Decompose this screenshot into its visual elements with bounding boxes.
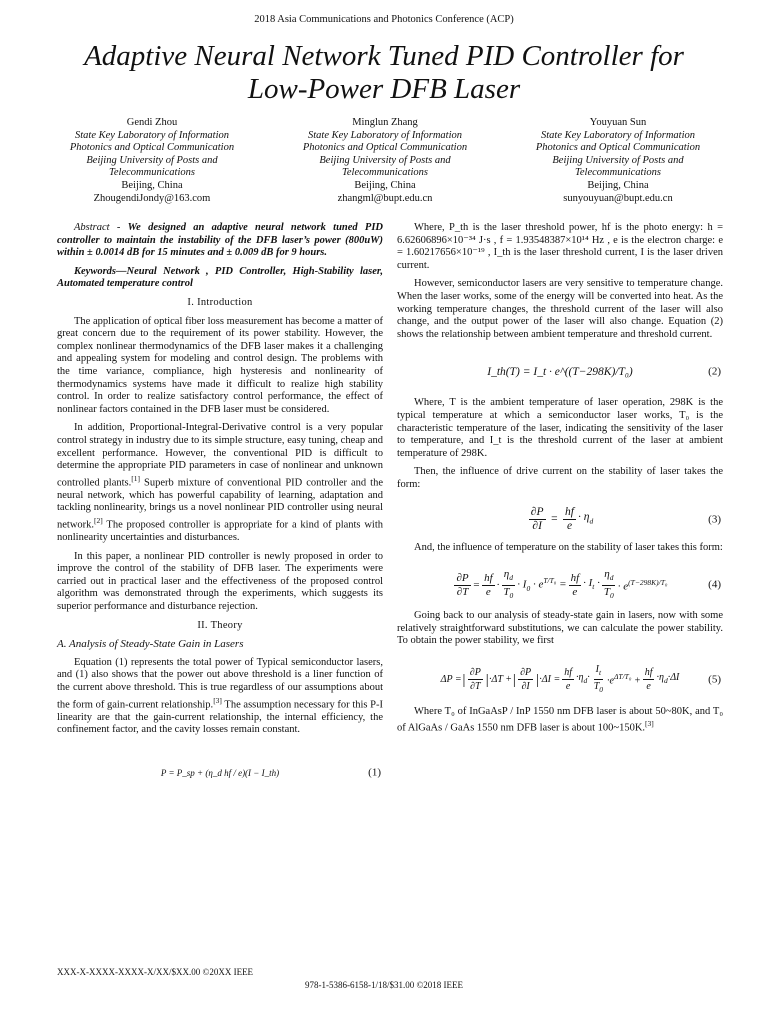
equation-1-body: P = P_sp + (η_d hf / e)(I − I_th): [160, 767, 280, 778]
paragraph: The application of optical fiber loss measurement has become a matter of great concern due to the requirement of its power stability. However, the complex nonlinear thermodynamics of the DFB laser makes it a challenging and appealing system for modeling and control design. The problems with the time variance, compliance, high hysteresis and nonlinearity of thermodynamics systems have made it difficult to realize high stability control. In order to realize satisfactory control performance, the effect of nonlinear factors contained in the DFB laser must be considered.: [57, 315, 383, 415]
title-line-1: Adaptive Neural Network Tuned PID Controller for: [84, 40, 684, 72]
author-affiliation: Photonics and Optical Communication: [69, 142, 235, 154]
section-heading-theory: II. Theory: [197, 619, 243, 631]
author-name: Gendi Zhou: [126, 117, 178, 128]
author-affiliation: Beijing University of Posts and: [552, 154, 684, 166]
paragraph: [57, 422, 383, 544]
author-email: zhangml@bupt.edu.cn: [337, 192, 433, 204]
equation-number: (4): [708, 578, 721, 591]
citation: [2]: [94, 515, 103, 525]
author-affiliation: State Key Laboratory of Information: [541, 129, 695, 141]
title-line-2: Low-Power DFB Laser: [247, 73, 521, 105]
author-name: Minglun Zhang: [352, 117, 418, 128]
fraction: $\frac{hf}{e}$: [484, 571, 493, 598]
paragraph-text: Where T₀ of InGaAsP / InP 1550 nm DFB laser is about 50~80K, and T₀ of AlGaAs / GaAs 1550 nm DFB laser is about 100~150K.: [397, 705, 723, 734]
author-affiliation: Photonics and Optical Communication: [302, 142, 468, 154]
author-affiliation: Telecommunications: [575, 167, 661, 179]
equation-2: [397, 347, 723, 397]
keywords-lead: Keywords: [74, 265, 116, 277]
paragraph: Where, P_th is the laser threshold power, hf is the photo energy: h = 6.62606896×10⁻³⁴ J·s , f = 1.93548387×10¹⁴ Hz , e is the electron charge: e = 1.60217656×10⁻¹⁹ , I_th is the laser threshold current, I is the laser driven current.: [397, 222, 723, 271]
paragraph: Going back to our analysis of steady-state gain in lasers, now with some relatively straightforward substitutions, we can calculate the power stability. To obtain the power stability, we first: [397, 610, 723, 647]
keywords: [57, 266, 383, 291]
left-column: [57, 222, 383, 795]
equation-5: ΔP = | $\frac{\partial P}{\partial T}$ | ·ΔT + | $\frac{\partial P}{\partial I}$ | ·ΔI = $\frac{hf}{e}$ $\cdot\eta_d\cdot$ $\frac{I_t}{T_0}$ $\cdot e^{\Delta T/T_0}$ + $\frac{hf}{e}$ $\cdot\eta_d\cdot\Delta I$ (5): [440, 664, 721, 695]
author-city: Beijing, China: [121, 179, 183, 191]
paragraph-text: Superb mixture of conventional PID controller and the neural network, which has powerful capability of learning, adaptation and tackling nonlinearity, brings us a novel nonlinear PID controller using neural network.: [57, 477, 383, 531]
author-affiliation: Beijing University of Posts and: [86, 154, 218, 166]
paragraph: [57, 657, 383, 737]
equation-1: [57, 751, 383, 795]
conference-header: 2018 Asia Communications and Photonics Conference (ACP): [254, 14, 514, 25]
author-3: [506, 117, 730, 205]
fraction: $\frac{\partial P}{\partial T}$: [456, 571, 469, 598]
author-city: Beijing, China: [587, 179, 649, 191]
paragraph-text: The proposed controller is appropriate for a kind of plants with nonlinearity uncertainties and disturbances.: [57, 519, 383, 544]
equation-number: (5): [708, 673, 721, 686]
paragraph: [397, 706, 723, 736]
fraction: $\frac{hf}{e}$: [565, 506, 574, 532]
author-name: Youyuan Sun: [589, 117, 647, 128]
citation: [3]: [213, 695, 222, 705]
footer-copyright: 978-1-5386-6158-1/18/$31.00 ©2018 IEEE: [304, 980, 464, 990]
abstract-lead: Abstract -: [74, 222, 128, 233]
author-email: sunyouyuan@bupt.edu.cn: [563, 192, 673, 204]
right-column: [397, 222, 723, 742]
author-city: Beijing, China: [354, 179, 416, 191]
section-heading-introduction: I. Introduction: [187, 296, 253, 308]
author-affiliation: State Key Laboratory of Information: [75, 129, 229, 141]
keywords-text: —Neural Network , PID Controller, High-Stability laser, Automated temperature control: [57, 265, 383, 290]
author-email: ZhougendiJondy@163.com: [93, 192, 211, 204]
paragraph: Where, T is the ambient temperature of laser operation, 298K is the typical temperature at which a semiconductor laser works, T₀ is the characteristic temperature of the laser, indicating the sensitivity of the laser to temperature, and I_t is the threshold current of the laser at ambient temperature of 298K.: [397, 397, 723, 459]
fraction: $\frac{\partial P}{\partial T}$: [469, 667, 481, 693]
citation: [3]: [645, 719, 654, 729]
equation-3: $\frac{\partial P}{\partial I}$ = $\frac{hf}{e}$ · $\eta_d$ (3): [530, 506, 721, 532]
paragraph: And, the influence of temperature on the stability of laser takes this form:: [414, 541, 723, 553]
equation-number: (1): [368, 766, 381, 779]
fraction: $\frac{\partial P}{\partial I}$: [530, 506, 544, 532]
paragraph: In this paper, a nonlinear PID controller is newly proposed in order to improve the control of the stability of DFB laser. The experiments were carried out in practical laser and the effectiveness of the proposed control algorithm was demonstrated through the experiments, which suggests its superior performance and disturbance rejection.: [57, 550, 383, 613]
abstract: [57, 222, 383, 260]
author-affiliation: State Key Laboratory of Information: [308, 129, 462, 141]
equation-number: (3): [708, 513, 721, 526]
equation-number: (2): [708, 366, 721, 379]
author-2: [273, 117, 497, 205]
author-affiliation: Telecommunications: [109, 167, 195, 179]
equation-4: $\frac{\partial P}{\partial T}$ = $\frac{hf}{e}$ · $\frac{\eta_d}{T_0}$ · $I_0 \cdot e^{T/T_0}$ = $\frac{hf}{e}$ · $I_t$ · $\frac{\eta_d}{T_0}$ · $e^{(T-298K)/T_0}$ (4): [456, 568, 721, 600]
fraction: $\frac{\partial P}{\partial I}$: [520, 667, 532, 693]
paragraph: However, semiconductor lasers are very sensitive to temperature change. When the laser works, some of the energy will be converted into heat. As the working temperature changes, the threshold current of the laser will also change, and the output power of the laser will also change. Equation (2) shows the relationship between ambient temperature and threshold current.: [397, 278, 723, 340]
paragraph-text: The assumption necessary for this P-I linearity are that the gain-current relationship, the internal efficiency, the confinement factor, and the cavity losses remain constant.: [57, 699, 383, 736]
fraction: $\frac{\eta_d}{T_0}$: [503, 568, 514, 600]
author-block: [40, 117, 730, 205]
author-affiliation: Photonics and Optical Communication: [535, 142, 701, 154]
footer-copyright-placeholder: XXX-X-XXXX-XXXX-X/XX/$XX.00 ©20XX IEEE: [57, 967, 254, 977]
fraction: $\frac{I_t}{T_0}$: [593, 664, 604, 695]
citation: [1]: [131, 473, 141, 483]
subsection-heading: A. Analysis of Steady-State Gain in Lasers: [57, 638, 244, 651]
paragraph-text: In addition, Proportional-Integral-Derivative control is a very popular control strategy in industry due to its simple structure, easy tuning, cheap and excellent performance. However, the conventional PID is difficult to determine the appropriate PID parameters in case of nonlinear and unknown controlled plants.: [57, 422, 383, 489]
abstract-text: We designed an adaptive neural network tuned PID controller to maintain the instability of the DFB laser’s power (800uW) within ± 0.0014 dB for 15 minutes and ± 0.009 dB for 9 hours.: [57, 222, 383, 259]
equation-2-body: I_th(T) = I_t · e^((T−298K)/T₀): [487, 366, 633, 379]
fraction: $\frac{hf}{e}$: [564, 667, 573, 693]
author-affiliation: Beijing University of Posts and: [319, 154, 451, 166]
author-1: [40, 117, 264, 205]
paper-title: [40, 40, 728, 106]
paragraph: Then, the influence of drive current on the stability of laser takes the form:: [397, 466, 723, 490]
fraction: $\frac{\eta_d}{T_0}$: [603, 568, 614, 600]
fraction: $\frac{hf}{e}$: [570, 571, 580, 598]
author-affiliation: Telecommunications: [342, 167, 428, 179]
paragraph-text: Equation (1) represents the total power of Typical semiconductor lasers, and (1) also shows that the power out above threshold is a liner function of the current above threshold. This is true regardless of our assumptions about the form of gain-current relationship.: [57, 656, 383, 711]
fraction: $\frac{hf}{e}$: [644, 667, 653, 693]
